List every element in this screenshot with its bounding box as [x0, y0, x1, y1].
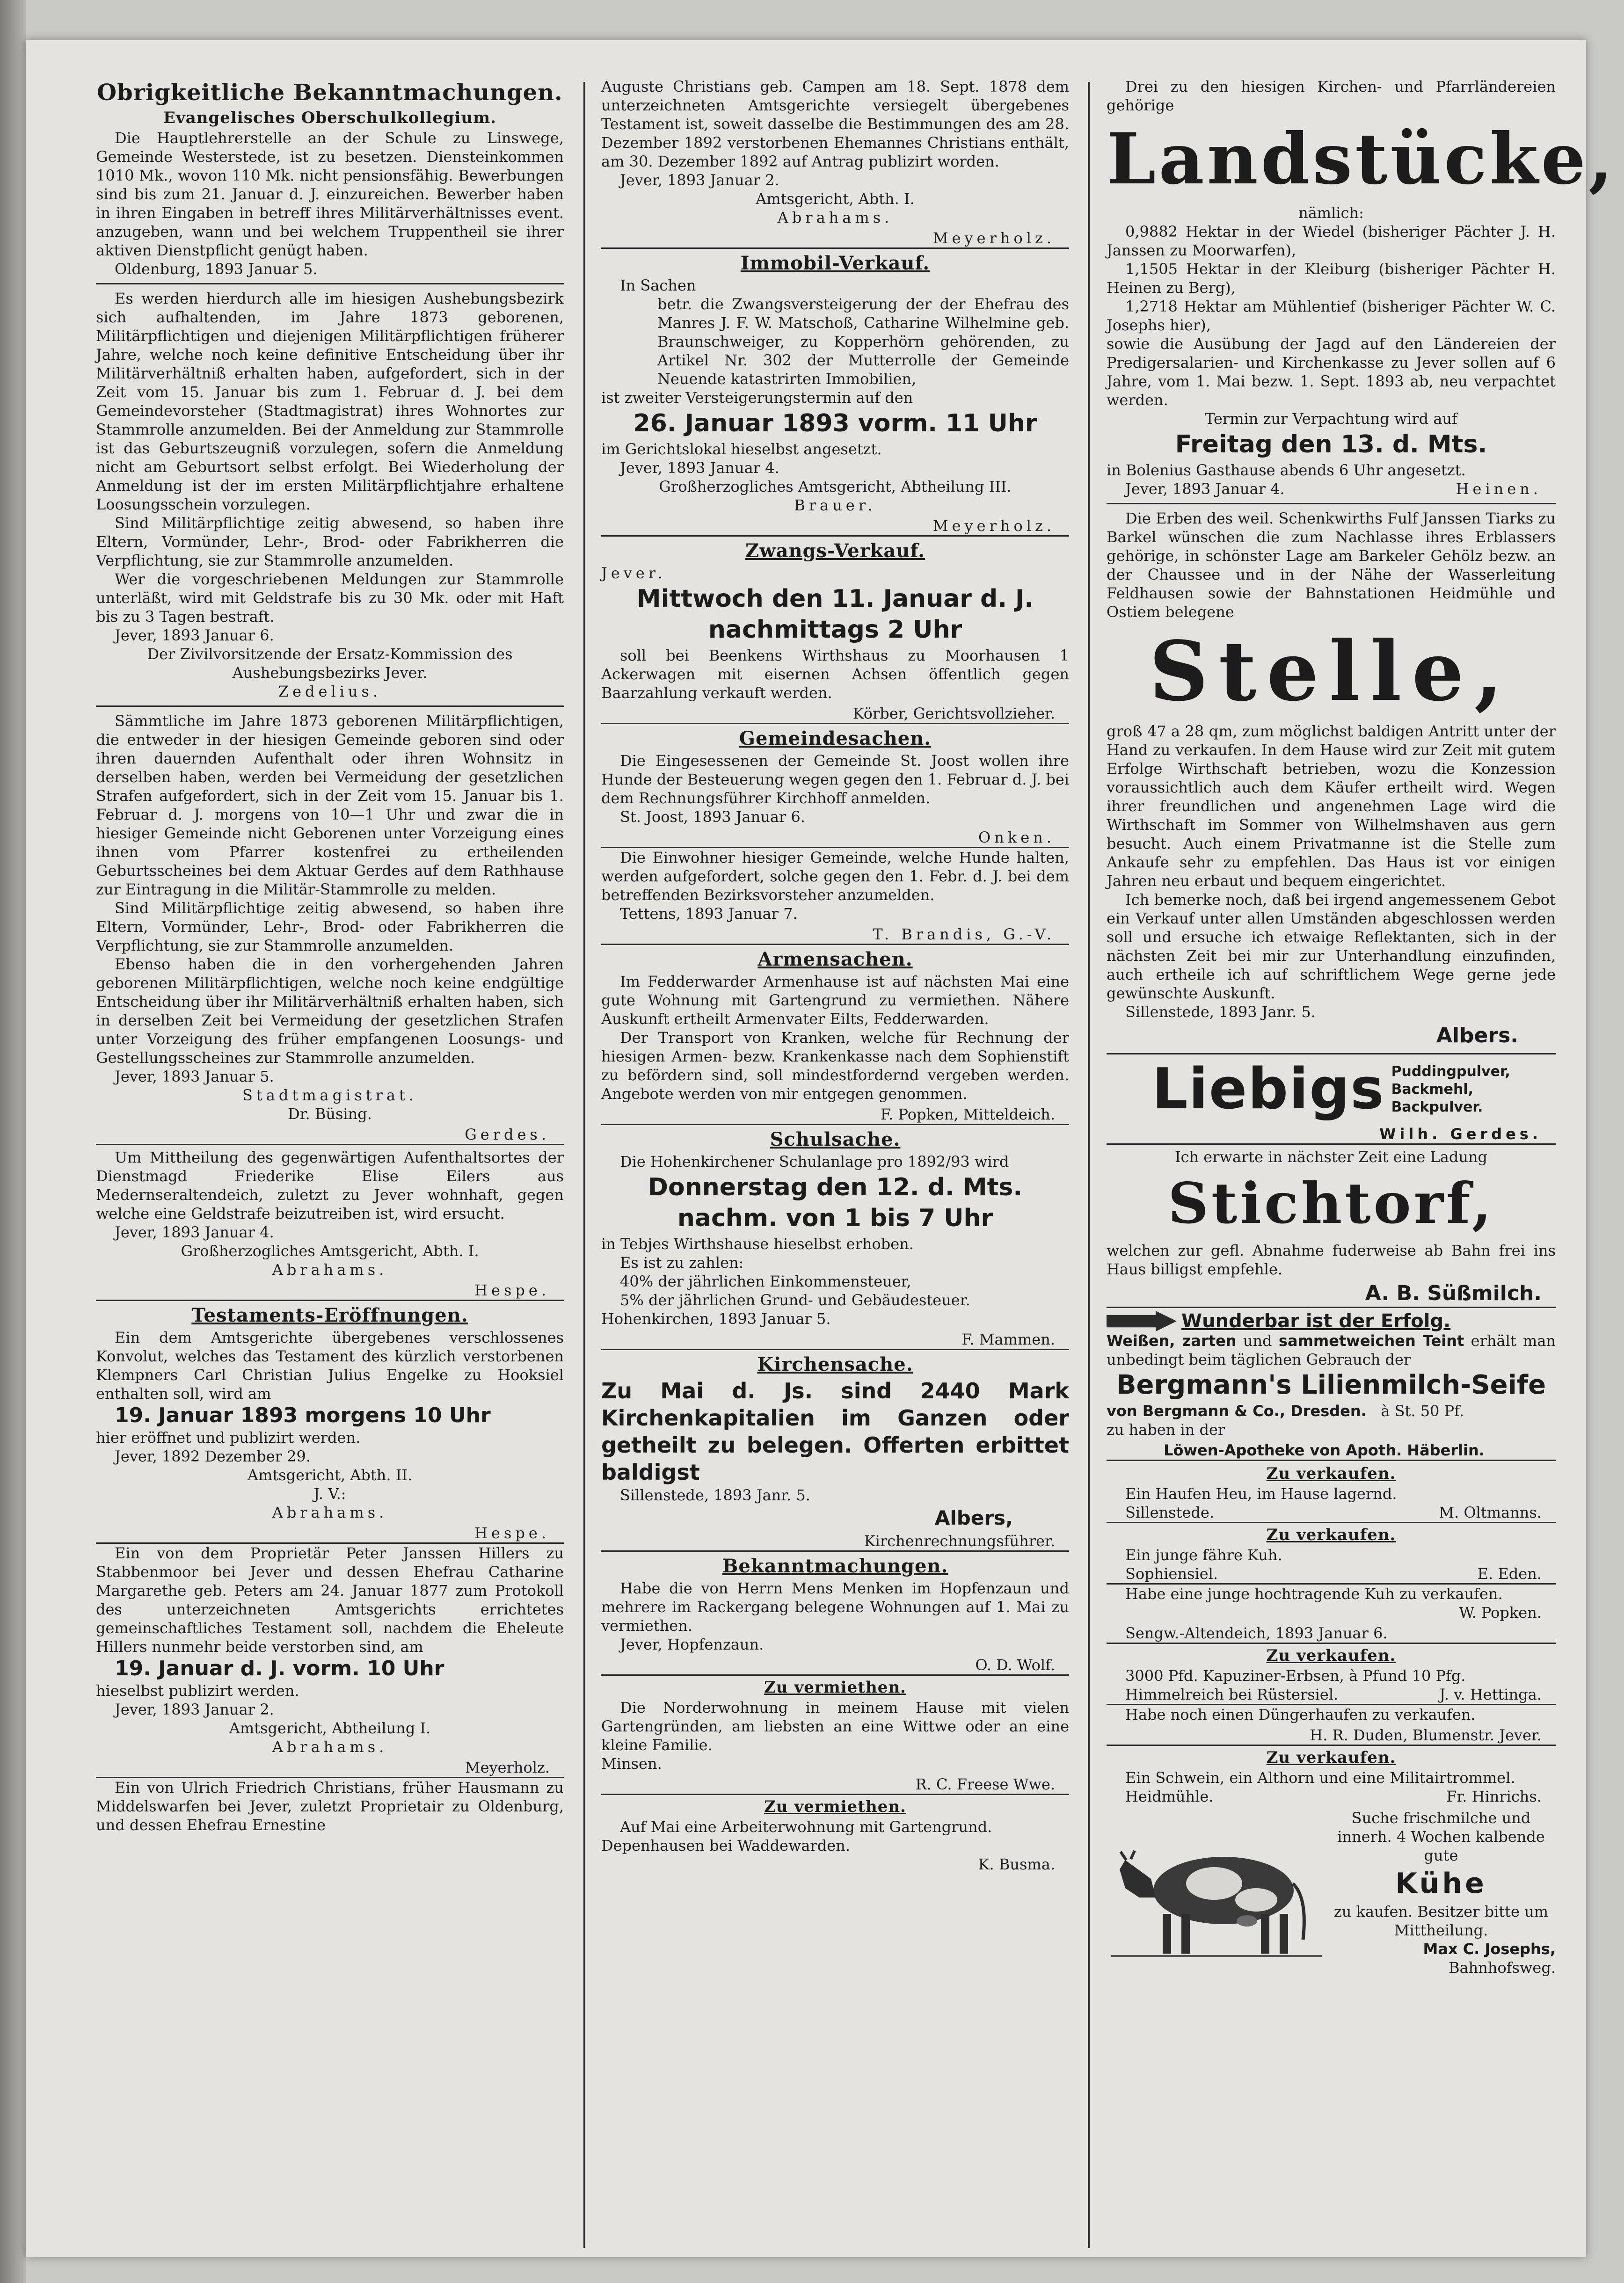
notice-signature: Großherzogliches Amtsgericht, Abtheilung III. — [659, 478, 1012, 495]
ad-place: Sillenstede. — [1125, 1504, 1214, 1521]
ad-text: in Bolenius Gasthause abends 6 Uhr angesetzt. — [1107, 461, 1466, 479]
ad-text: welchen zur gefl. Abnahme fuderweise ab Bahn frei ins Haus billigst empfehle. — [1107, 1242, 1556, 1278]
pointing-hand-icon — [1107, 1311, 1177, 1331]
divider — [1107, 503, 1556, 504]
notice-place: Jever, 1893 Januar 5. — [115, 1068, 274, 1085]
ad-headline: Zu verkaufen. — [1266, 1464, 1396, 1483]
notice-text: Ein von dem Proprietär Peter Janssen Hillers zu Stabbenmoor bei Jever und dessen Ehefrau Catharine Margarethe geb. Peters am 24. Januar 1877 zum Protokoll des unterzeichneten Amtsgerichts errichtetes gemeinschaftliches Testament soll, nachdem die Eheleute Hillers nunmehr beide verstorben sind, am — [96, 1544, 564, 1656]
church-affairs — [601, 1353, 1069, 1552]
ad-signature: A. B. Süßmilch. — [1107, 1280, 1556, 1308]
liebigs-ad — [1107, 1059, 1556, 1145]
section-title: Bekanntmachungen. — [722, 1555, 948, 1577]
ad-text: Termin zur Verpachtung wird auf — [1205, 410, 1457, 428]
ad-text: Habe eine junge hochtragende Kuh zu verkaufen. — [1125, 1585, 1503, 1603]
notice-signature: Zedelius. — [278, 683, 382, 700]
notice-text: betr. die Zwangsversteigerung der der Ehefrau des Manres J. F. W. Matschoß, Catharine Wilhelmine geb. Braunschweiger, zu Kopperhörn gehörenden, zu Artikel Nr. 302 der Mutterrolle der Gemeinde Neuende katastrirten Immobilien, — [657, 295, 1069, 388]
notice-place: Jever, 1893 Januar 2. — [620, 171, 779, 189]
ad-price: à St. 50 Pf. — [1381, 1402, 1464, 1420]
official-notices — [96, 79, 564, 278]
notice-text: Die Norderwohnung in meinem Hause mit vielen Gartengründen, am liebsten an eine Wittwe oder an eine kleine Familie. — [601, 1699, 1069, 1754]
notice-place: St. Joost, 1893 Januar 6. — [620, 808, 805, 826]
announcements — [601, 1555, 1069, 1874]
ad-signature: Albers. — [1436, 1024, 1518, 1047]
forced-sale — [601, 539, 1069, 724]
notice-signature: Amtsgericht, Abtheilung I. — [229, 1719, 431, 1737]
ad-text: 3000 Pfd. Kapuziner-Erbsen, à Pfund 10 Pfg. — [1125, 1667, 1466, 1685]
ad-signature: J. v. Hettinga. — [1439, 1686, 1542, 1703]
ad-headline: Stichtorf, — [1168, 1171, 1494, 1236]
stichtorf-ad — [1107, 1148, 1556, 1308]
notice-place: Sillenstede, 1893 Janr. 5. — [620, 1486, 810, 1504]
ad-text: erhält man unbedingt beim täglichen Gebrauch der — [1107, 1332, 1556, 1368]
notice-text: in Tebjes Wirthshause hieselbst erhoben. — [601, 1235, 914, 1253]
military-notice-2 — [96, 712, 564, 1145]
notice-text: Sind Militärpflichtige zeitig abwesend, so haben ihre Eltern, Vormünder, Lehr-, Brod- oder Fabrikherren die Verpflichtung, sie zur Stammrolle anzumelden. — [96, 514, 564, 569]
ad-intro: Ich erwarte in nächster Zeit eine Ladung — [1174, 1148, 1488, 1166]
section-title: Zwangs-Verkauf. — [745, 540, 925, 562]
notice-signature: Abrahams. — [272, 1504, 388, 1521]
notice-text: Sämmtliche im Jahre 1873 geborenen Militärpflichtigen, die entweder in der hiesigen Gemeinde geboren sind oder ihren dauernden Aufenthalt oder ihren Wohnsitz in derselben haben, werden bei Vermeidung der gesetzlichen Strafen aufgefordert, sich in der Zeit vom 15. Januar bis 1. Februar d. J. morgens von 10—1 Uhr und zwar die in hiesiger Gemeinde nicht Geborenen unter Vorzeigung eines ihnen vom Pfarrer kostenfrei zu ertheilenden Geburtsscheines bei dem Aktuar Gerdes auf dem Rathhause zur Eintragung in die Militär-Stammrolle zu melden. — [96, 712, 564, 898]
column-right — [1107, 77, 1616, 2248]
notice-place: Jever, 1893 Januar 2. — [115, 1701, 274, 1718]
notice-signature: Amtsgericht, Abth. I. — [756, 190, 915, 208]
ad-maker: von Bergmann & Co., Dresden. — [1107, 1402, 1367, 1420]
school-affairs — [601, 1128, 1069, 1350]
lilienmilch-ad — [1107, 1311, 1556, 1461]
ad-headline: Zu verkaufen. — [1266, 1526, 1396, 1544]
notice-signature: Brauer. — [794, 496, 876, 514]
community-affairs — [601, 727, 1069, 945]
ad-signature: H. R. Duden, Blumenstr. Jever. — [1107, 1726, 1556, 1746]
notice-place: Jever, 1893 Januar 4. — [115, 1223, 274, 1241]
notice-text: Ein dem Amtsgerichte übergebenes verschlossenes Konvolut, welches das Testament des kürzlich verstorbenen Klempners Carl Christian Julius Engelke zu Hooksiel enthalten soll, wird am — [96, 1329, 564, 1403]
notice-signature: Kirchenrechnungsführer. — [601, 1532, 1069, 1552]
testament-continued — [601, 77, 1069, 249]
small-ads — [1107, 1464, 1556, 1806]
column-middle — [601, 77, 1069, 2248]
notice-signature: Der Zivilvorsitzende der Ersatz-Kommission des Aushebungsbezirks Jever. — [147, 645, 513, 682]
ad-text: Die Erben des weil. Schenkwirths Fulf Janssen Tiarks zu Barkel wünschen die zum Nachlasse ihres Erblassers gehörige, in schönster Lage am Barkeler Gehölz bezw. an der Chaussee und in der Nähe der Wasserleitung Feldhausen sowie der Bahnstationen Heidmühle und Ostiem belegene — [1107, 509, 1556, 621]
notice-signature: Amtsgericht, Abth. II. — [247, 1466, 413, 1484]
notice-text: 40% der jährlichen Einkommensteuer, — [620, 1272, 911, 1290]
notice-signature: Albers, — [934, 1506, 1013, 1529]
ad-headline: Zu verkaufen. — [1266, 1646, 1396, 1665]
notice-place: Jever. — [601, 564, 666, 582]
notice-date: 19. Januar 1893 morgens 10 Uhr — [115, 1403, 491, 1427]
ad-text: zu haben in der — [1107, 1421, 1225, 1439]
ad-text: groß 47 a 28 qm, zum möglichst baldigen Antritt unter der Hand zu verkaufen. In dem Hause wird zur Zeit mit gutem Erfolge Wirthschaft betrieben, wozu die Konzession voraussichtlich auch dem Käufer ertheilt wird. Wegen ihrer freundlichen und angenehmen Lage wird die Wirthschaft im Sommer von Wilhelmshaven aus gern besucht. Auch einem Privatmanne ist die Stelle zum Ankaufe sehr zu empfehlen. Das Haus ist vor einigen Jahren neu erbaut und bequem eingerichtet. — [1107, 722, 1556, 890]
ad-product: Backpulver. — [1391, 1099, 1483, 1115]
poor-affairs — [601, 948, 1069, 1125]
ad-text: Weißen, zarten — [1107, 1332, 1237, 1350]
notice-signature: F. Mammen. — [601, 1330, 1069, 1350]
notice-signature: Onken. — [601, 828, 1069, 848]
notice-signature: Großherzogliches Amtsgericht, Abth. I. — [181, 1242, 479, 1260]
notice-signature: O. D. Wolf. — [601, 1656, 1069, 1676]
column-rule — [583, 82, 585, 2248]
notice-signature: Abrahams. — [272, 1261, 388, 1279]
notice-signature: Meyerholz. — [96, 1758, 564, 1778]
notice-text: im Gerichtslokal hieselbst angesetzt. — [601, 440, 882, 458]
ad-text: Ein Haufen Heu, im Hause lagernd. — [1125, 1485, 1397, 1503]
notice-text: ist zweiter Versteigerungstermin auf den — [601, 389, 913, 407]
notice-text: Um Mittheilung des gegenwärtigen Aufenthaltsortes der Dienstmagd Friederike Elise Eilers aus Medernseraltendeich, zuletzt zu Jever wohnhaft, gegen welche eine Geldstrafe beizutreiben ist, wird ersucht. — [96, 1149, 564, 1222]
notice-place: Depenhausen bei Waddewarden. — [601, 1837, 850, 1854]
ad-signature: Wilh. Gerdes. — [1107, 1125, 1556, 1145]
ad-brand: Bergmann's Lilienmilch-Seife — [1116, 1370, 1546, 1400]
notice-text: Die Hauptlehrerstelle an der Schule zu Linswege, Gemeinde Westerstede, ist zu besetzen. Diensteinkommen 1010 Mk., wovon 110 Mk. nicht pensionsfähig. Bewerbungen sind bis zum 21. Januar d. J. einzureichen. Bewerber haben in ihren Eingaben in betreff ihres Militärverhältnisses event. anzugeben, wann und bei welchem Truppentheil sie ihrer aktiven Dienstpflicht genügt haben. — [96, 129, 564, 259]
notice-signature: Dr. Büsing. — [288, 1105, 372, 1123]
section-title: Schulsache. — [770, 1128, 901, 1150]
section-subtitle: Zu vermiethen. — [764, 1797, 906, 1816]
notice-place: Jever, Hopfenzaun. — [620, 1636, 764, 1653]
column-left — [96, 77, 564, 2248]
ad-headline: Landstücke, — [1107, 118, 1616, 200]
notice-signature: R. C. Freese Wwe. — [601, 1775, 1069, 1795]
ad-date: Freitag den 13. d. Mts. — [1175, 430, 1487, 458]
ad-brand: Liebigs — [1152, 1057, 1385, 1122]
notice-text: Ebenso haben die in den vorhergehenden Jahren geborenen Militärpflichtigen, welche noch keine endgültige Entscheidung über ihr Militärverhältniß erhalten haben, sich in derselben Zeit bei Vermeidung der gesetzlichen Strafen unter Vorzeigung des früher empfangenen Loosungs- und Gestellungsscheines zur Stammrolle anzumelden. — [96, 955, 564, 1067]
notice-date: Mittwoch den 11. Januar d. J. — [636, 585, 1034, 613]
notice-signature: F. Popken, Mitteldeich. — [601, 1105, 1069, 1125]
ad-place: Sillenstede, 1893 Janr. 5. — [1125, 1003, 1316, 1021]
notice-place: Oldenburg, 1893 Januar 5. — [115, 260, 318, 278]
ad-product: Backmehl, — [1391, 1081, 1474, 1098]
notice-text: In Sachen — [620, 276, 696, 294]
ad-signature: W. Popken. — [1459, 1604, 1542, 1621]
notice-place: Minsen. — [601, 1755, 662, 1773]
divider — [1107, 1053, 1556, 1054]
notice-text: Der Transport von Kranken, welche für Rechnung der hiesigen Armen- bezw. Krankenkasse nach dem Sophienstift zu befördern sind, soll mindestfordernd vergeben werden. Angebote werden von mir entgegen genommen. — [601, 1029, 1069, 1103]
divider — [96, 283, 564, 284]
ad-place: Sophiensiel. — [1125, 1565, 1218, 1583]
ad-signature: Max C. Josephs, — [1423, 1940, 1556, 1958]
ad-signature: Heinen. — [1456, 480, 1542, 498]
notice-place: Hohenkirchen, 1893 Januar 5. — [601, 1310, 831, 1328]
ad-intro: Suche frischmilche und innerh. 4 Wochen kalbende gute — [1337, 1809, 1545, 1864]
divider — [96, 705, 564, 707]
ad-text: nämlich: — [1298, 204, 1364, 222]
military-notice — [96, 289, 564, 701]
section-title: Obrigkeitliche Bekanntmachungen. — [97, 80, 563, 106]
ad-signature: E. Eden. — [1477, 1565, 1542, 1583]
search-notice — [96, 1148, 564, 1301]
section-title: Testaments-Eröffnungen. — [191, 1304, 468, 1326]
ad-text: Ein Schwein, ein Althorn und eine Militairtrommel. — [1125, 1769, 1515, 1787]
ad-text: 1,1505 Hektar in der Kleiburg (bisheriger Pächter H. Heinen zu Berg), — [1107, 260, 1556, 297]
ad-text: 0,9882 Hektar in der Wiedel (bisheriger Pächter J. H. Janssen zu Moorwarfen), — [1107, 223, 1556, 259]
notice-place: Jever, 1893 Januar 6. — [115, 626, 274, 644]
notice-place: Jever, 1893 Januar 4. — [620, 459, 779, 477]
ad-headline: Kühe — [1395, 1867, 1487, 1900]
notice-text: Sind Militärpflichtige zeitig abwesend, so haben ihre Eltern, Vormünder, Lehr-, Brod- oder Fabrikherren die Verpflichtung, sie zur Stammrolle anzumelden. — [96, 899, 564, 954]
ad-text: sowie die Ausübung der Jagd auf den Ländereien der Predigersalarien- und Kirchenkasse zu Jever sollen auf 6 Jahre, vom 1. Mai bezw. 1. Sept. 1893 ab, neu verpachtet werden. — [1107, 335, 1556, 409]
notice-text: Habe die von Herrn Mens Menken im Hopfenzaun und mehrere im Rackergang belegene Wohnungen auf 1. Mai zu vermiethen. — [601, 1579, 1069, 1635]
newspaper-page — [26, 40, 1616, 2257]
notice-text: Die Einwohner hiesiger Gemeinde, welche Hunde halten, werden aufgefordert, solche gegen den 1. Febr. d. J. bei dem betreffenden Bezirksvorsteher anzumelden. — [601, 849, 1069, 904]
column-rule — [1088, 82, 1090, 2248]
notice-text: Auf Mai eine Arbeiterwohnung mit Gartengrund. — [620, 1818, 992, 1836]
testament-openings — [96, 1304, 564, 1834]
ad-signature: M. Oltmanns. — [1439, 1504, 1542, 1521]
ad-text: sammetweichen Teint — [1278, 1332, 1464, 1350]
ad-headline: Wunderbar ist der Erfolg. — [1181, 1310, 1451, 1332]
ad-text: und — [1243, 1332, 1272, 1350]
notice-text: Die Eingesessenen der Gemeinde St. Joost wollen ihre Hunde der Besteuerung wegen gegen den 1. Februar d. J. bei dem Rechnungsführer Kirchhoff anmelden. — [601, 752, 1069, 807]
ad-intro: Drei zu den hiesigen Kirchen- und Pfarrländereien gehörige — [1107, 78, 1556, 114]
section-title: Armensachen. — [757, 948, 913, 970]
notice-signature: Gerdes. — [96, 1125, 564, 1145]
notice-text: Die Hohenkirchener Schulanlage pro 1892/93 wird — [620, 1153, 1009, 1171]
notice-place: Jever, 1892 Dezember 29. — [115, 1447, 311, 1465]
notice-text: Es werden hierdurch alle im hiesigen Aushebungsbezirk sich aufhaltenden, im Jahre 1873 geborenen, Militärpflichtigen und diejenigen Militärpflichtigen früherer Jahre, welche noch keine definitive Entscheidung über ihr Militärverhältniß erhalten haben, aufgefordert, sich in der Zeit vom 15. Januar bis zum 1. Februar d. J. bei dem Gemeindevorsteher (Stadtmagistrat) ihres Wohnortes zur Stammrolle anzumelden. Bei der Anmeldung zur Stammrolle ist das Geburtszeugniß vorzulegen, sofern die Anmeldung nicht am Geburtsort selbst erfolgt. Bei Wiederholung der Anmeldung ist der im ersten Militärpflichtjahre erhaltene Loosungsschein vorzulegen. — [96, 290, 564, 513]
section-title: Gemeindesachen. — [739, 727, 932, 749]
notice-signature: J. V.: — [313, 1485, 346, 1503]
notice-text: soll bei Beenkens Wirthshaus zu Moorhausen 1 Ackerwagen mit eisernen Achsen öffentlich gegen Baarzahlung verkauft werden. — [601, 647, 1069, 702]
ad-text: Habe noch einen Düngerhaufen zu verkaufen. — [1125, 1706, 1476, 1723]
notice-text: Auguste Christians geb. Campen am 18. Sept. 1878 dem unterzeichneten Amtsgerichte versiegelt übergebenes Testament ist, soweit dasselbe die Bestimmungen des am 28. Dezember 1892 verstorbenen Ehemannes Christians enthält, am 30. Dezember 1892 auf Antrag publizirt worden. — [601, 78, 1069, 170]
notice-signature: Abrahams. — [272, 1738, 388, 1756]
notice-date: Donnerstag den 12. d. Mts. — [648, 1173, 1023, 1201]
notice-signature: T. Brandis, G.-V. — [601, 925, 1069, 945]
immobil-sale — [601, 252, 1069, 537]
section-title: Kirchensache. — [757, 1353, 913, 1375]
landstuecke-ad — [1107, 77, 1616, 498]
book-gutter — [0, 0, 26, 2283]
section-subtitle: Zu vermiethen. — [764, 1678, 906, 1697]
notice-signature: Meyerholz. — [601, 229, 1069, 249]
notice-signature: Hespe. — [96, 1281, 564, 1301]
ad-headline: Zu verkaufen. — [1266, 1748, 1396, 1767]
ad-place: Sengw.-Altendeich, 1893 Januar 6. — [1107, 1624, 1556, 1644]
ad-text: zu kaufen. Besitzer bitte um Mittheilung. — [1333, 1903, 1549, 1939]
notice-signature: Hespe. — [96, 1524, 564, 1544]
ad-text: Ich bemerke noch, daß bei irgend angemessenem Gebot ein Verkauf unter allen Umständen abgeschlossen werden soll und ersuche ich etwaige Reflektanten, sich in der nächsten Zeit bei mir zur Unterhandlung einzufinden, auch ertheile ich auf schriftlichem Wege gerne jede gewünschte Auskunft. — [1107, 891, 1556, 1002]
notice-text: Ein von Ulrich Friedrich Christians, früher Hausmann zu Middelswarfen bei Jever, zuletzt Proprietair zu Oldenburg, und dessen Ehefrau Ernestine — [96, 1779, 564, 1834]
notice-signature: Meyerholz. — [601, 516, 1069, 537]
notice-signature: Abrahams. — [777, 209, 893, 226]
ad-place: Heidmühle. — [1125, 1788, 1214, 1805]
ad-text: 1,2718 Hektar am Mühlentief (bisheriger Pächter W. C. Josephs hier), — [1107, 298, 1556, 334]
notice-time: nachm. von 1 bis 7 Uhr — [677, 1204, 993, 1232]
notice-signature: Stadtmagistrat. — [242, 1086, 418, 1104]
section-title: Immobil-Verkauf. — [740, 252, 930, 274]
notice-text: Es ist zu zahlen: — [620, 1254, 744, 1272]
notice-text: Im Fedderwarder Armenhause ist auf nächsten Mai eine gute Wohnung mit Gartengrund zu vermiethen. Nähere Auskunft ertheilt Armenvater Eilts, Fedderwarden. — [601, 973, 1069, 1028]
notice-text: hier eröffnet und publizirt werden. — [96, 1429, 361, 1447]
ad-store: Löwen-Apotheke von Apoth. Häberlin. — [1107, 1441, 1556, 1461]
notice-text: hieselbst publizirt werden. — [96, 1682, 299, 1700]
notice-time: nachmittags 2 Uhr — [708, 616, 962, 644]
notice-signature: Körber, Gerichtsvollzieher. — [601, 704, 1069, 724]
notice-date: 26. Januar 1893 vorm. 11 Uhr — [633, 409, 1037, 437]
notice-place: Tettens, 1893 Januar 7. — [620, 905, 798, 923]
notice-text: Zu Mai d. Js. sind 2440 Mark Kirchenkapitalien im Ganzen oder getheilt zu belegen. Offerten erbittet baldigst — [601, 1378, 1069, 1485]
section-subtitle: Evangelisches Oberschulkollegium. — [163, 109, 496, 127]
notice-text: 5% der jährlichen Grund- und Gebäudesteuer. — [620, 1291, 970, 1309]
ad-signature: Fr. Hinrichs. — [1446, 1788, 1542, 1805]
notice-text: Wer die vorgeschriebenen Meldungen zur Stammrolle unterläßt, wird mit Geldstrafe bis zu 30 Mk. oder mit Haft bis zu 3 Tagen bestraft. — [96, 570, 564, 625]
stelle-ad — [1107, 509, 1556, 1048]
ad-place: Himmelreich bei Rüstersiel. — [1125, 1686, 1339, 1703]
ad-place: Jever, 1893 Januar 4. — [1125, 480, 1285, 498]
ad-signature: Bahnhofsweg. — [1449, 1959, 1556, 1977]
cow-ad — [1107, 1809, 1556, 1977]
ad-product: Puddingpulver, — [1391, 1063, 1510, 1080]
ad-text: Ein junge fähre Kuh. — [1125, 1546, 1282, 1564]
notice-signature: K. Busma. — [978, 1855, 1055, 1873]
ad-headline: Stelle, — [1149, 624, 1513, 720]
cow-illustration — [1107, 1809, 1326, 1963]
notice-date: 19. Januar d. J. vorm. 10 Uhr — [115, 1657, 444, 1680]
